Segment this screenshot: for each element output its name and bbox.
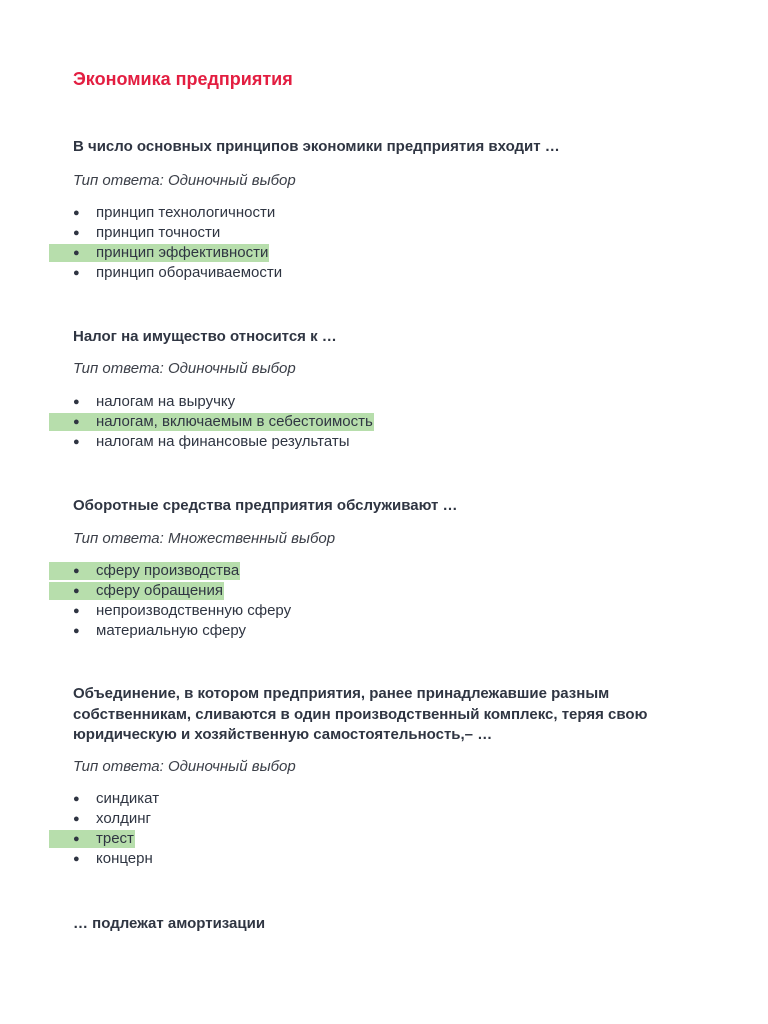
answer-option bbox=[73, 601, 693, 621]
option-label: принцип точности bbox=[96, 223, 221, 241]
answer-option-correct bbox=[73, 581, 693, 601]
answer-option-correct bbox=[73, 243, 693, 263]
bullet-icon: ● bbox=[73, 625, 80, 638]
answer-option bbox=[73, 849, 693, 869]
option-label: налогам на финансовые результаты bbox=[96, 433, 350, 451]
question-3 bbox=[73, 496, 693, 642]
bullet-icon: ● bbox=[73, 247, 80, 260]
option-label: принцип технологичности bbox=[96, 203, 276, 221]
question-1 bbox=[73, 137, 693, 284]
answer-type-label: Тип ответа: Одиночный выбор bbox=[73, 359, 296, 377]
option-label: концерн bbox=[96, 850, 153, 868]
bullet-icon: ● bbox=[73, 395, 80, 408]
question-text: Налог на имущество относится к … bbox=[73, 328, 337, 345]
answer-option bbox=[73, 809, 693, 829]
answer-option-correct bbox=[73, 829, 693, 849]
option-label: трест bbox=[96, 830, 134, 848]
option-label: холдинг bbox=[96, 809, 151, 827]
bullet-icon: ● bbox=[73, 792, 80, 805]
bullet-icon: ● bbox=[73, 833, 80, 846]
answer-option-correct bbox=[73, 561, 693, 581]
answer-option bbox=[73, 392, 693, 412]
answer-type-label: Тип ответа: Одиночный выбор bbox=[73, 171, 296, 189]
correct-answer-highlight bbox=[49, 413, 374, 431]
bullet-icon: ● bbox=[73, 436, 80, 449]
answer-type-label: Тип ответа: Одиночный выбор bbox=[73, 757, 296, 775]
correct-answer-highlight bbox=[49, 562, 240, 580]
answer-options bbox=[73, 561, 693, 642]
question-text: Объединение, в котором предприятия, ранее принадлежавшие разным собственникам, сливаются в один производственный комплекс, теряя свою юридическую и хозяйственную самостоятельность,– … bbox=[73, 685, 648, 743]
bullet-icon: ● bbox=[73, 415, 80, 428]
question-text: … подлежат амортизации bbox=[73, 915, 266, 932]
answer-option-correct bbox=[73, 412, 693, 432]
bullet-icon: ● bbox=[73, 812, 80, 825]
document-title: Экономика предприятия bbox=[73, 69, 293, 89]
bullet-icon: ● bbox=[73, 564, 80, 577]
answer-option bbox=[73, 432, 693, 452]
correct-answer-highlight bbox=[49, 830, 135, 848]
option-label: непроизводственную сферу bbox=[96, 602, 292, 620]
option-label: налогам на выручку bbox=[96, 392, 236, 410]
bullet-icon: ● bbox=[73, 853, 80, 866]
question-text: Оборотные средства предприятия обслуживают … bbox=[73, 497, 458, 514]
correct-answer-highlight bbox=[49, 582, 224, 600]
bullet-icon: ● bbox=[73, 206, 80, 219]
answer-option bbox=[73, 203, 693, 223]
option-label: налогам, включаемым в себестоимость bbox=[96, 412, 373, 430]
answer-options bbox=[73, 203, 693, 284]
answer-options bbox=[73, 392, 693, 453]
answer-option bbox=[73, 621, 693, 641]
answer-option bbox=[73, 789, 693, 809]
correct-answer-highlight bbox=[49, 244, 269, 262]
answer-option bbox=[73, 223, 693, 243]
option-label: материальную сферу bbox=[96, 622, 247, 640]
question-2 bbox=[73, 327, 693, 452]
bullet-icon: ● bbox=[73, 267, 80, 280]
bullet-icon: ● bbox=[73, 226, 80, 239]
question-5 bbox=[73, 914, 693, 935]
option-label: принцип эффективности bbox=[96, 244, 269, 262]
option-label: принцип оборачиваемости bbox=[96, 264, 283, 282]
answer-options bbox=[73, 789, 693, 870]
option-label: сферу производства bbox=[96, 561, 240, 579]
bullet-icon: ● bbox=[73, 584, 80, 597]
answer-type-label: Тип ответа: Множественный выбор bbox=[73, 529, 336, 547]
answer-option bbox=[73, 263, 693, 283]
question-4 bbox=[73, 684, 693, 870]
bullet-icon: ● bbox=[73, 605, 80, 618]
option-label: сферу обращения bbox=[96, 581, 223, 599]
option-label: синдикат bbox=[96, 789, 160, 807]
question-text: В число основных принципов экономики предприятия входит … bbox=[73, 138, 560, 155]
